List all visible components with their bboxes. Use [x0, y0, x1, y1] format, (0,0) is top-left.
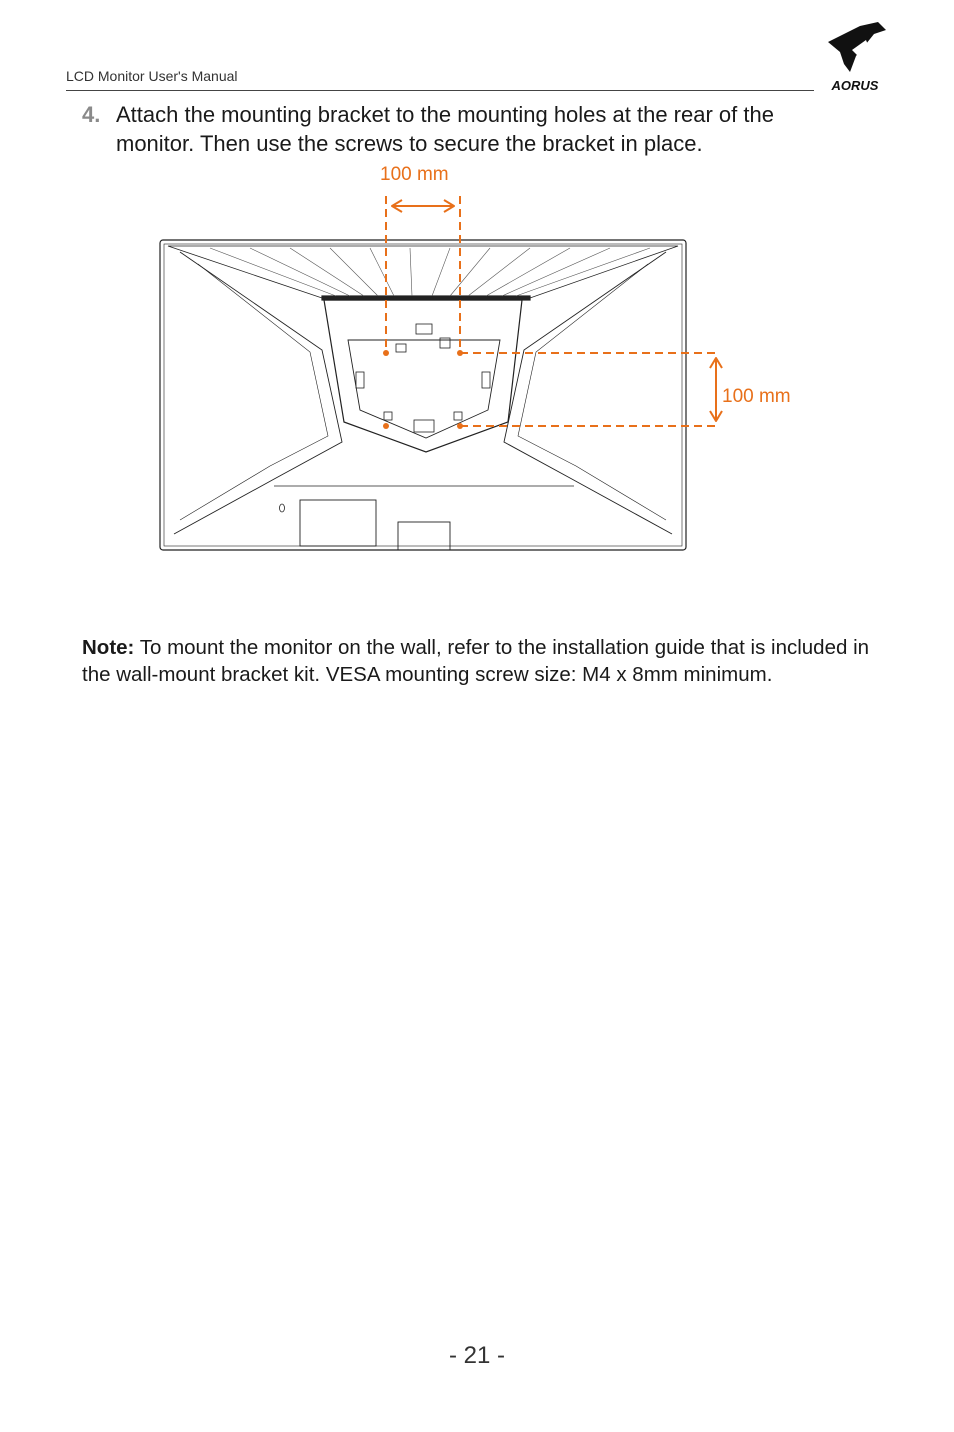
vesa-hole [383, 423, 389, 429]
note-label: Note: [82, 636, 135, 659]
vesa-hole [457, 350, 463, 356]
step-text: Attach the mounting bracket to the mounting holes at the rear of the monitor. Then use the screws to secure the bracket in place. [116, 102, 774, 156]
center-plate [324, 300, 522, 452]
page-number: - 21 - [448, 1342, 505, 1369]
vesa-holes [383, 350, 463, 429]
monitor-rear-diagram [150, 160, 820, 560]
header-rule [66, 90, 814, 91]
vertical-dimension-label: 100 mm [722, 386, 791, 407]
vesa-recess [348, 340, 500, 438]
vesa-hole [383, 350, 389, 356]
step-instruction [82, 100, 852, 158]
io-panel [300, 500, 376, 546]
logo-text: AORUS [831, 78, 879, 93]
monitor-rear-illustration [150, 160, 820, 560]
monitor-body-outline [160, 240, 686, 550]
note-text: To mount the monitor on the wall, refer to the installation guide that is included in the wall-mount bracket kit. VESA mounting screw size: M4 x 8mm minimum. [82, 636, 870, 686]
header-title: LCD Monitor User's Manual [66, 68, 238, 84]
vesa-hole [457, 423, 463, 429]
aorus-logo [822, 20, 888, 94]
vent-lines [210, 248, 650, 296]
horizontal-dimension-label: 100 mm [380, 164, 449, 185]
step-number: 4. [82, 102, 101, 127]
vesa-dimensions [386, 196, 722, 426]
top-vent-panel [168, 246, 678, 298]
note-paragraph [82, 634, 872, 688]
